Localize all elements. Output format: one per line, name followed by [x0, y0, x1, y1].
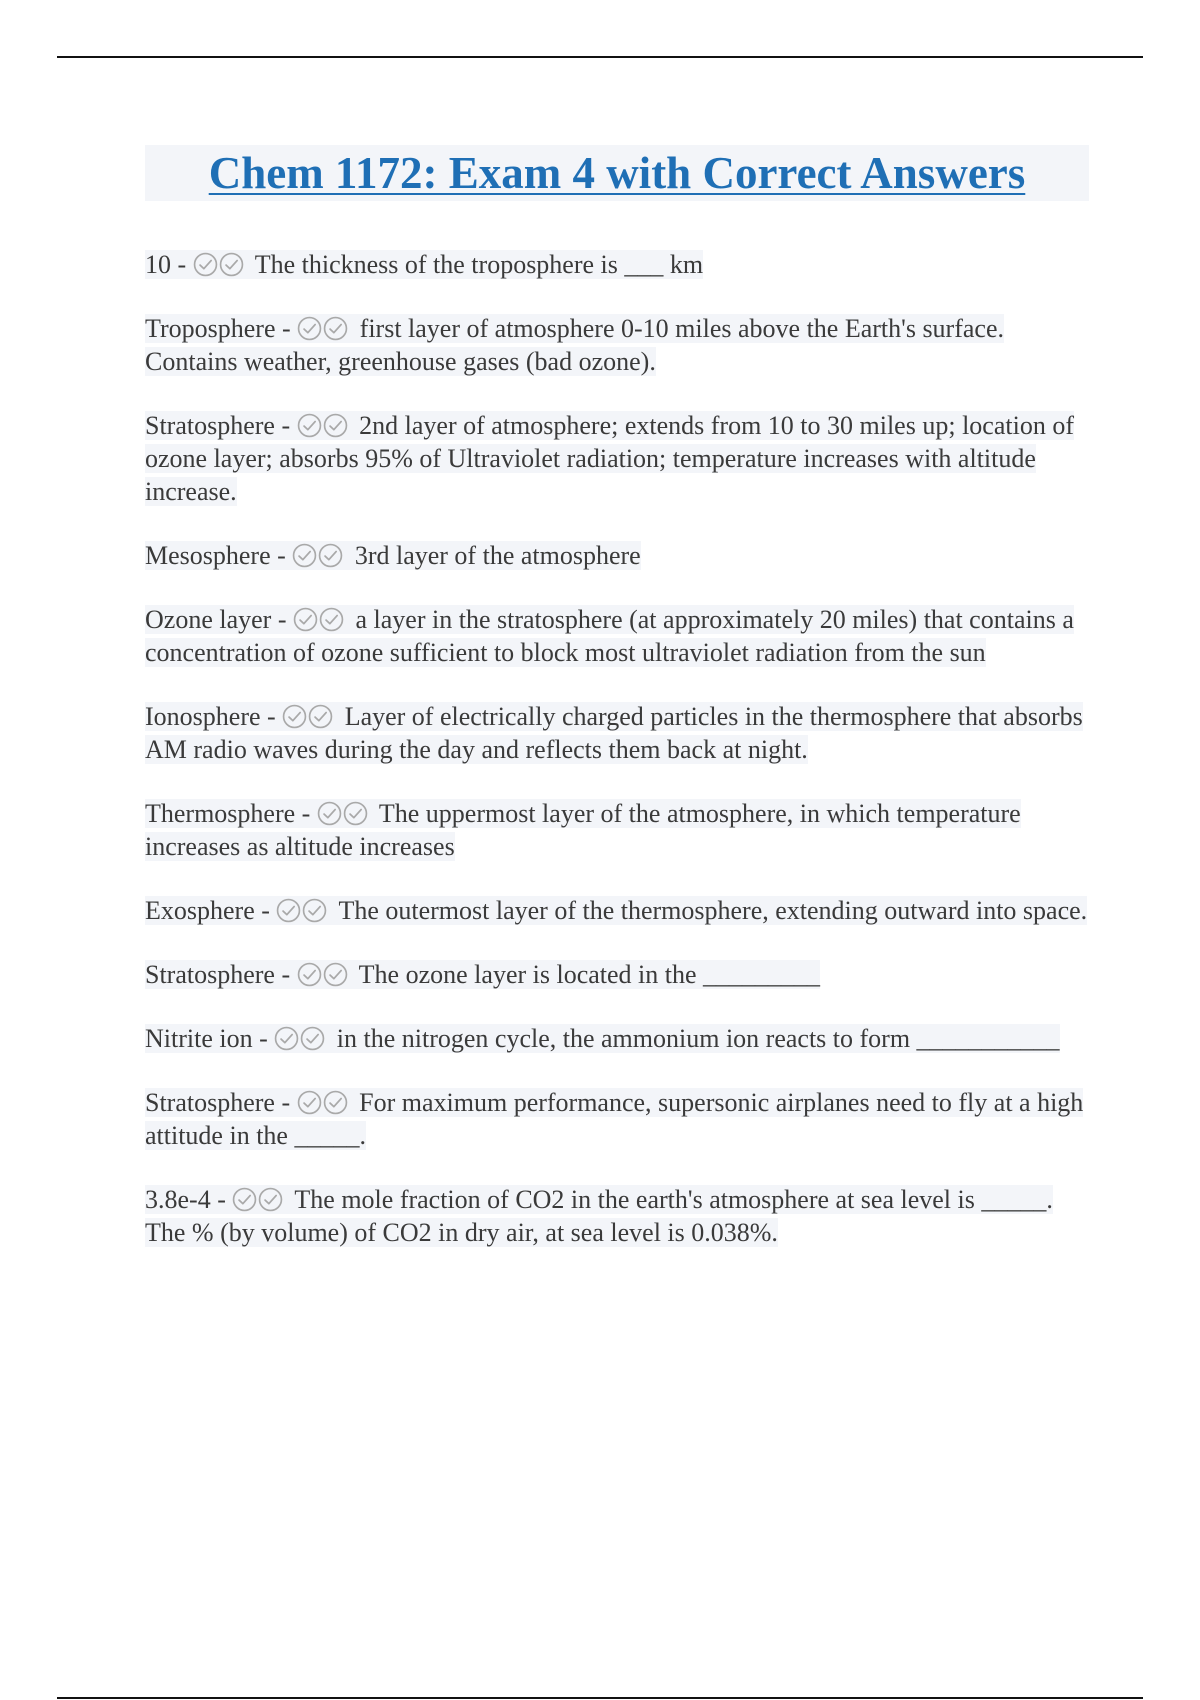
title-band	[145, 145, 1089, 201]
qa-definition: a layer in the stratosphere (at approximately 20 miles) that contains a concentration of ozone sufficient to block most ultraviolet radiation from the sun	[145, 605, 1074, 667]
qa-item	[145, 248, 1095, 281]
qa-definition: Layer of electrically charged particles in the thermosphere that absorbs AM radio waves during the day and reflects them back at night.	[145, 702, 1083, 764]
qa-separator: -	[252, 1024, 275, 1053]
check-circle-icon	[297, 413, 322, 438]
qa-definition: The mole fraction of CO2 in the earth's atmosphere at sea level is _____. The % (by volume) of CO2 in dry air, at sea level is 0.038%.	[145, 1185, 1053, 1247]
check-circle-icon	[323, 1090, 348, 1115]
qa-item	[145, 700, 1095, 766]
qa-term: 3.8e-4	[145, 1185, 211, 1214]
qa-separator: -	[275, 314, 298, 343]
qa-list	[145, 248, 1095, 1280]
qa-item	[145, 958, 1095, 991]
check-circle-icon	[343, 801, 368, 826]
qa-separator: -	[210, 1185, 233, 1214]
qa-term: Stratosphere	[145, 1088, 275, 1117]
qa-item	[145, 603, 1095, 669]
qa-definition: The outermost layer of the thermosphere, extending outward into space.	[338, 896, 1088, 925]
qa-term: 10	[145, 250, 171, 279]
check-circle-icon	[258, 1187, 283, 1212]
qa-definition: The thickness of the troposphere is ___ km	[254, 250, 704, 279]
qa-separator: -	[295, 799, 317, 828]
qa-term: Nitrite ion	[145, 1024, 253, 1053]
qa-definition: For maximum performance, supersonic airplanes need to fly at a high attitude in the _____.	[145, 1088, 1084, 1150]
check-circle-icon	[318, 543, 343, 568]
check-circle-icon	[323, 413, 348, 438]
check-circle-icon	[317, 801, 342, 826]
check-circle-icon	[282, 704, 307, 729]
qa-item	[145, 1086, 1095, 1152]
bottom-rule	[57, 1697, 1143, 1699]
check-circle-icon	[323, 316, 348, 341]
check-circle-icon	[193, 252, 218, 277]
qa-separator: -	[270, 541, 293, 570]
qa-item	[145, 409, 1095, 508]
check-circle-icon	[300, 1026, 325, 1051]
check-circle-icon	[323, 962, 348, 987]
qa-separator: -	[274, 411, 297, 440]
qa-definition: The ozone layer is located in the _________	[358, 960, 821, 989]
qa-item	[145, 539, 1095, 572]
check-circle-icon	[297, 316, 322, 341]
qa-definition: The uppermost layer of the atmosphere, in which temperature increases as altitude increases	[145, 799, 1021, 861]
check-circle-icon	[308, 704, 333, 729]
qa-item	[145, 894, 1095, 927]
check-circle-icon	[276, 898, 301, 923]
qa-term: Stratosphere	[145, 960, 275, 989]
qa-separator: -	[260, 702, 283, 731]
qa-separator: -	[274, 1088, 297, 1117]
qa-definition: 3rd layer of the atmosphere	[354, 541, 641, 570]
check-circle-icon	[319, 607, 344, 632]
qa-definition: 2nd layer of atmosphere; extends from 10 to 30 miles up; location of ozone layer; absorbs 95% of Ultraviolet radiation; temperature increases with altitude increase.	[145, 411, 1074, 506]
check-circle-icon	[297, 962, 322, 987]
qa-separator: -	[254, 896, 277, 925]
qa-term: Ionosphere	[145, 702, 261, 731]
page-title: Chem 1172: Exam 4 with Correct Answers	[208, 148, 1026, 198]
qa-separator: -	[274, 960, 297, 989]
check-circle-icon	[302, 898, 327, 923]
check-circle-icon	[219, 252, 244, 277]
qa-term: Troposphere	[145, 314, 276, 343]
check-circle-icon	[232, 1187, 257, 1212]
qa-term: Thermosphere	[145, 799, 296, 828]
check-circle-icon	[292, 543, 317, 568]
top-rule	[57, 56, 1143, 58]
qa-separator: -	[171, 250, 193, 279]
check-circle-icon	[297, 1090, 322, 1115]
qa-item	[145, 797, 1095, 863]
check-circle-icon	[274, 1026, 299, 1051]
qa-term: Mesosphere	[145, 541, 271, 570]
qa-term: Ozone layer	[145, 605, 272, 634]
check-circle-icon	[293, 607, 318, 632]
qa-item	[145, 312, 1095, 378]
qa-term: Stratosphere	[145, 411, 275, 440]
qa-definition: in the nitrogen cycle, the ammonium ion reacts to form ___________	[336, 1024, 1060, 1053]
qa-item	[145, 1022, 1095, 1055]
qa-separator: -	[271, 605, 293, 634]
qa-term: Exosphere	[145, 896, 255, 925]
qa-item	[145, 1183, 1095, 1249]
qa-definition: first layer of atmosphere 0-10 miles above the Earth's surface. Contains weather, greenhouse gases (bad ozone).	[145, 314, 1004, 376]
